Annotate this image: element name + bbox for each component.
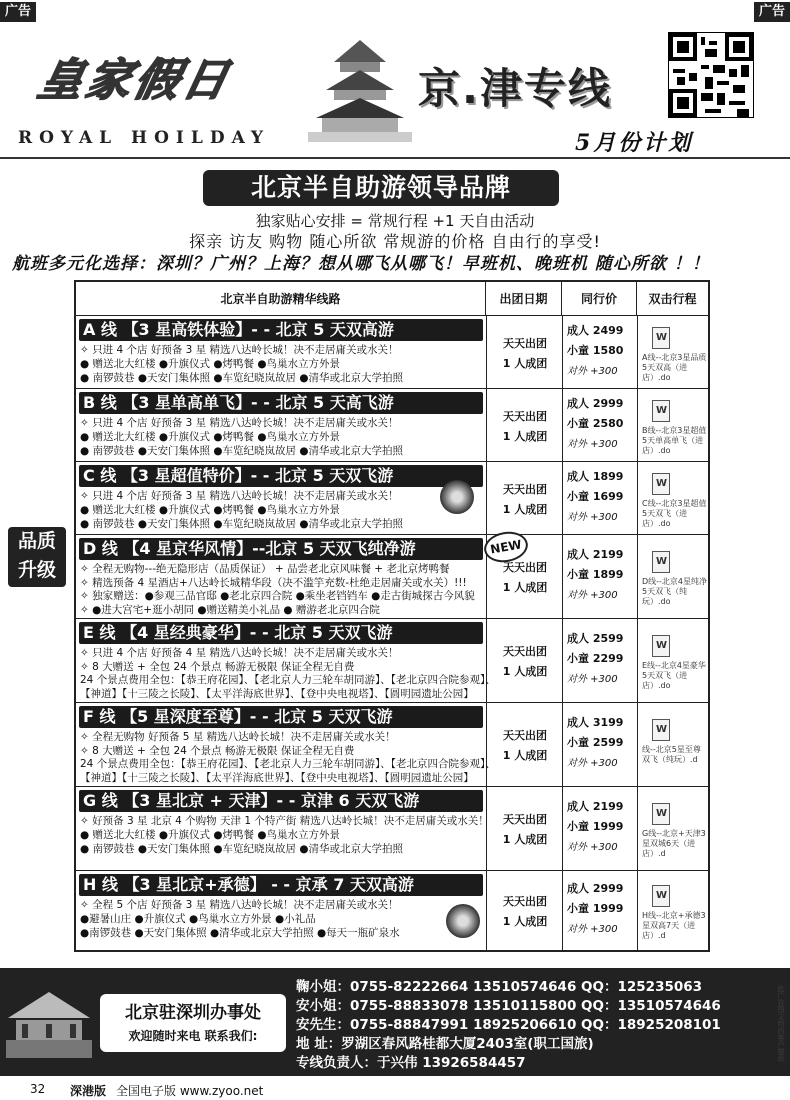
brand-slogan: 北京半自助游领导品牌	[203, 170, 559, 206]
price-cell	[562, 619, 637, 702]
route-row	[76, 619, 708, 703]
route-row	[76, 703, 708, 787]
website-link[interactable]: 全国电子版 www.zyoo.net	[116, 1084, 264, 1098]
page-number: 32	[30, 1082, 46, 1096]
price-cell	[562, 316, 637, 388]
price-cell	[562, 871, 637, 950]
route-detail: ● 赠送北大红楼 ●升旗仪式 ●烤鸭餐 ●鸟巢水立方外景	[80, 431, 340, 443]
quality-upgrade-badge: 品质 升级	[8, 527, 66, 587]
depart-date-cell: 天天出团 1 人成团	[486, 389, 562, 461]
route-row	[76, 316, 708, 389]
price-cell	[562, 462, 637, 534]
itinerary-doc-link[interactable]	[637, 619, 708, 702]
adult-price: 成人 1899	[567, 470, 624, 483]
route-detail: 24 个景点费用全包：【恭王府花园】、【老北京人力三轮车胡同游】、【老北京四合院参观】、	[80, 758, 496, 770]
temple-of-heaven-icon	[300, 36, 420, 146]
doc-filename[interactable]: A线--北京3星品质5天双高（进店）.do	[642, 353, 707, 382]
office-title: 北京驻深圳办事处	[125, 1003, 261, 1023]
route-detail: ✧ 独家赠送：●参观三品官邸 ●老北京四合院 ●乘坐老铛铛车 ●走古街城探古今风貌	[80, 590, 475, 602]
adult-price: 成人 2199	[567, 548, 624, 561]
depart-date-cell: 天天出团 1 人成团	[486, 316, 562, 388]
doc-filename[interactable]: E线--北京4星豪华5天双飞（进店）.do	[642, 661, 706, 690]
extra-price: 对外 +300	[567, 512, 618, 523]
route-detail: ● 赠送北大红楼 ●升旗仪式 ●烤鸭餐 ●鸟巢水立方外景	[80, 504, 340, 516]
route-detail: ● 南锣鼓巷 ●天安门集体照 ●车览纪晓岚故居 ●清华或北京大学拍照	[80, 445, 403, 457]
ad-label-left: 广告	[0, 2, 36, 22]
depart-date-cell: 天天出团 1 人成团	[486, 535, 562, 618]
contact-line[interactable]: 专线负责人：于兴伟 13926584457	[296, 1055, 526, 1071]
itinerary-doc-link[interactable]	[637, 787, 708, 870]
extra-price: 对外 +300	[567, 366, 618, 377]
route-detail: ● 南锣鼓巷 ●天安门集体照 ●车览纪晓岚故居 ●清华或北京大学拍照	[80, 518, 403, 530]
price-cell	[562, 389, 637, 461]
doc-filename[interactable]: H线--北京+承德3星双高7天（进店）.d	[642, 911, 706, 940]
intro-line-2: 探亲 访友 购物 随心所欲 常规游的价格 自由行的享受!	[189, 232, 601, 251]
route-detail: ✧ 只进 4 个店 好预备 3 星 精选八达岭长城！决不走居庸关或水关！	[80, 344, 399, 356]
depart-date-cell: 天天出团 1 人成团	[486, 462, 562, 534]
adult-price: 成人 2199	[567, 800, 624, 813]
ad-label-right: 广告	[754, 2, 790, 22]
route-title-bar: B 线 【3 星单高单飞】- - 北京 5 天高飞游	[79, 392, 483, 414]
office-subtitle: 欢迎随时来电 联系我们:	[128, 1029, 258, 1043]
adult-price: 成人 2999	[567, 397, 624, 410]
contact-list	[296, 978, 721, 1073]
route-row	[76, 389, 708, 462]
word-doc-icon[interactable]	[652, 803, 670, 825]
route-detail: 【神道】【十三陵之长陵】、【太平洋海底世界】、【登中央电视塔】、【圆明园遗址公园】	[80, 687, 474, 700]
doc-filename[interactable]: 线--北京5星至尊双飞（纯玩）.d	[642, 745, 701, 764]
route-detail: ✧ 只进 4 个店 好预备 4 星 精选八达岭长城！决不走居庸关或水关！	[80, 647, 399, 659]
flame-icon	[440, 480, 474, 514]
route-detail: ● 南锣鼓巷 ●天安门集体照 ●车览纪晓岚故居 ●清华或北京大学拍照	[80, 372, 403, 384]
route-row	[76, 462, 708, 535]
depart-date-cell: 天天出团 1 人成团	[486, 703, 562, 786]
itinerary-doc-link[interactable]	[637, 871, 708, 950]
qr-code-icon	[668, 32, 754, 118]
child-price: 小童 2599	[567, 736, 624, 749]
intro-line-1: 独家贴心安排 = 常规行程 +1 天自由活动	[255, 212, 535, 230]
doc-filename[interactable]: B线--北京3星超值5天单高单飞（进店）.do	[642, 426, 707, 455]
extra-price: 对外 +300	[567, 674, 618, 685]
route-title-bar: G 线 【3 星北京 + 天津】- - 京津 6 天双飞游	[79, 790, 483, 812]
route-row	[76, 787, 708, 871]
contact-line: 地 址：罗湖区春风路桂都大厦2403室(职工国旅)	[296, 1036, 594, 1052]
price-cell	[562, 703, 637, 786]
child-price: 小童 2580	[567, 417, 624, 430]
office-box	[100, 994, 286, 1052]
child-price: 小童 1699	[567, 490, 624, 503]
itinerary-doc-link[interactable]	[637, 535, 708, 618]
word-doc-icon[interactable]	[652, 885, 670, 907]
intro-line-3: 航班多元化选择：深圳？广州？上海？想从哪飞从哪飞！早班机、晚班机 随心所欲 ！！	[12, 254, 710, 274]
logo-text: 皇家假日	[33, 55, 237, 106]
route-table	[74, 280, 710, 952]
doc-filename[interactable]: G线--北京+天津3星双城6天（进店）.d	[642, 829, 706, 858]
header-doc: 双击行程	[637, 282, 708, 316]
depart-date-cell: 天天出团 1 人成团	[486, 619, 562, 702]
route-detail: 24 个景点费用全包：【恭王府花园】、【老北京人力三轮车胡同游】、【老北京四合院参观】、	[80, 674, 496, 686]
extra-price: 对外 +300	[567, 842, 618, 853]
route-title-bar: F 线 【5 星深度至尊】- - 北京 5 天双飞游	[79, 706, 483, 728]
adult-price: 成人 2499	[567, 324, 624, 337]
route-detail: ✧ 全程无购物---绝无隐形店（品质保证） + 品尝老北京风味餐 + 老北京烤鸭餐	[80, 563, 450, 575]
child-price: 小童 1999	[567, 902, 624, 915]
logo-english: ROYAL HOILDAY	[18, 128, 271, 148]
word-doc-icon[interactable]	[652, 551, 670, 573]
route-detail: ✧ 只进 4 个店 好预备 3 星 精选八达岭长城！决不走居庸关或水关！	[80, 490, 399, 502]
route-detail: ●避暑山庄 ●升旗仪式 ●鸟巢水立方外景 ●小礼品	[80, 913, 316, 925]
route-row	[76, 871, 708, 950]
route-detail: ✧ 全程 5 个店 好预备 3 星 精选八达岭长城！决不走居庸关或水关！	[80, 899, 399, 911]
itinerary-doc-link[interactable]	[637, 389, 708, 461]
route-detail: 【神道】【十三陵之长陵】、【太平洋海底世界】、【登中央电视塔】、【圆明园遗址公园】	[80, 771, 474, 784]
extra-price: 对外 +300	[567, 924, 618, 935]
child-price: 小童 1999	[567, 820, 624, 833]
route-detail: ✧ 全程无购物 好预备 5 星 精选八达岭长城！决不走居庸关或水关！	[80, 731, 396, 743]
route-title-bar: C 线 【3 星超值特价】- - 北京 5 天双飞游	[79, 465, 483, 487]
route-title-bar: E 线 【4 星经典豪华】- - 北京 5 天双飞游	[79, 622, 483, 644]
extra-price: 对外 +300	[567, 439, 618, 450]
route-detail: ● 赠送北大红楼 ●升旗仪式 ●烤鸭餐 ●鸟巢水立方外景	[80, 829, 340, 841]
price-cell	[562, 787, 637, 870]
new-badge: NEW	[482, 528, 531, 565]
itinerary-doc-link[interactable]	[637, 462, 708, 534]
word-doc-icon[interactable]	[652, 635, 670, 657]
adult-price: 成人 2999	[567, 882, 624, 895]
header-route: 北京半自助游精华线路	[76, 282, 486, 316]
route-title-bar: D 线 【4 星京华风情】--北京 5 天双飞纯净游	[79, 538, 483, 560]
footer-contact	[0, 968, 790, 1076]
word-doc-icon[interactable]	[652, 719, 670, 741]
route-title-bar: H 线 【3 星北京+承德】 - - 京承 7 天双高游	[79, 874, 483, 896]
contact-line[interactable]: 安先生：0755-88847991 18925206610 QQ：18925208101	[296, 1017, 721, 1033]
route-detail: ✧ 精选预备 4 星酒店+八达岭长城精华段（决不滥竽充数-杜绝走居庸关或水关）!!!	[80, 576, 467, 589]
doc-filename[interactable]: D线--北京4星纯净5天双飞（纯玩）.do	[642, 577, 708, 606]
contact-line[interactable]: 安小姐：0755-88833078 13510115800 QQ：13510574646	[296, 998, 721, 1014]
contact-line[interactable]: 鞠小姐：0755-82222664 13510574646 QQ：125235063	[296, 979, 703, 995]
flame-icon	[446, 904, 480, 938]
edition-label: 深港版	[70, 1084, 107, 1098]
word-doc-icon[interactable]	[652, 400, 670, 422]
child-price: 小童 1580	[567, 344, 624, 357]
route-title: 京.津专线	[418, 64, 612, 113]
adult-price: 成人 2599	[567, 632, 624, 645]
route-detail: ✧ 8 大赠送 + 全包 24 个景点 畅游无极限 保证全程无自费	[80, 744, 355, 757]
price-cell	[562, 535, 637, 618]
tiananmen-icon	[6, 980, 92, 1058]
month-plan: 5月份计划	[575, 130, 694, 156]
side-note: 此广告图文均由客户提供	[777, 985, 785, 1062]
route-title-bar: A 线 【3 星高铁体验】- - 北京 5 天双高游	[79, 319, 483, 341]
route-row	[76, 535, 708, 619]
route-detail: ✧ 好预备 3 星 北京 4 个购物 天津 1 个特产街 精选八达岭长城！决不走居庸关或水关！	[80, 815, 489, 827]
header-date: 出团日期	[486, 282, 562, 316]
route-detail: ●南锣鼓巷 ●天安门集体照 ●清华或北京大学拍照 ●每天一瓶矿泉水	[80, 927, 400, 939]
word-doc-icon[interactable]	[652, 327, 670, 349]
depart-date-cell: 天天出团 1 人成团	[486, 787, 562, 870]
route-detail: ✧ 只进 4 个店 好预备 3 星 精选八达岭长城！决不走居庸关或水关！	[80, 417, 399, 429]
child-price: 小童 2299	[567, 652, 624, 665]
itinerary-doc-link[interactable]	[637, 703, 708, 786]
route-detail: ● 南锣鼓巷 ●天安门集体照 ●车览纪晓岚故居 ●清华或北京大学拍照	[80, 843, 403, 855]
header-price: 同行价	[562, 282, 637, 316]
extra-price: 对外 +300	[567, 758, 618, 769]
route-detail: ✧ ●进大宫宅+逛小胡同 ●赠送精美小礼品 ● 赠游老北京四合院	[80, 603, 380, 616]
extra-price: 对外 +300	[567, 590, 618, 601]
itinerary-doc-link[interactable]	[637, 316, 708, 388]
word-doc-icon[interactable]	[652, 473, 670, 495]
adult-price: 成人 3199	[567, 716, 624, 729]
depart-date-cell: 天天出团 1 人成团	[486, 871, 562, 950]
doc-filename[interactable]: C线--北京3星超值5天双飞（进店）.do	[642, 499, 707, 528]
route-detail: ● 赠送北大红楼 ●升旗仪式 ●烤鸭餐 ●鸟巢水立方外景	[80, 358, 340, 370]
route-detail: ✧ 8 大赠送 + 全包 24 个景点 畅游无极限 保证全程无自费	[80, 660, 355, 673]
child-price: 小童 1899	[567, 568, 624, 581]
header-banner	[0, 24, 790, 159]
